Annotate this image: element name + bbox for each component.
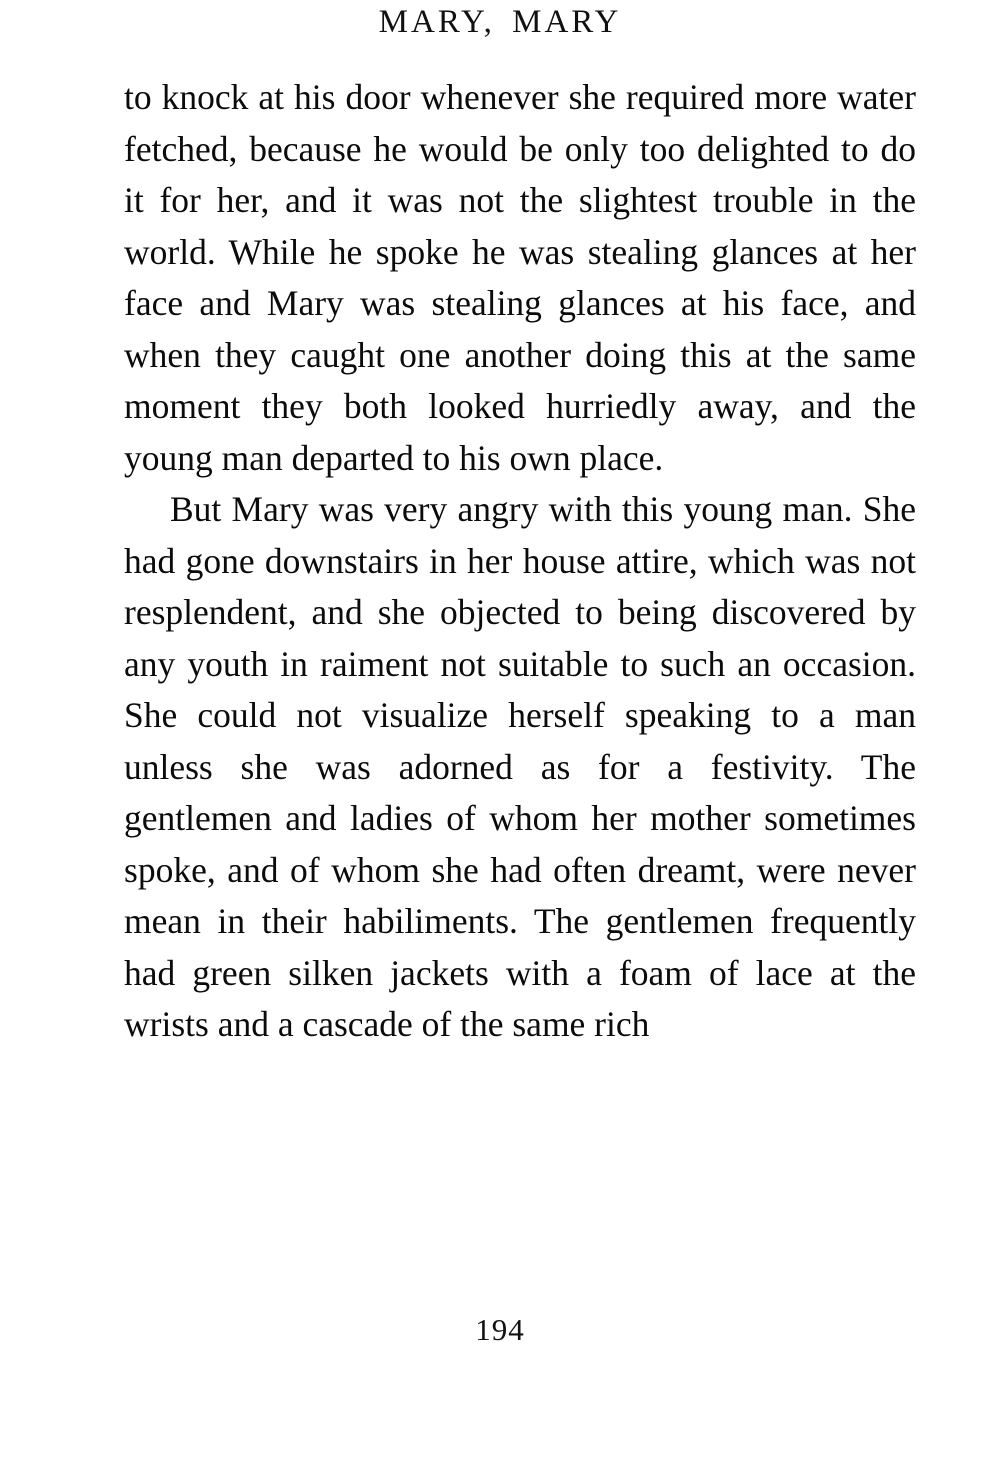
paragraph: But Mary was very angry with this young man. She had gone downstairs in her house attire, which was not resplendent, and she objected to being discovered by any youth in raiment not suitable to such an occasion. She could not visualize herself speaking to a man unless she was adorned as for a festivity. The gentlemen and ladies of whom her mother sometimes spoke, and of whom she had often dreamt, were never mean in their habiliments. The gentlemen frequently had green silken jackets with a foam of lace at the wrists and a cascade of the same rich [124, 489, 916, 1044]
page-number: 194 [475, 1312, 525, 1347]
running-head: MARY, MARY [378, 4, 622, 40]
paragraph: to knock at his door whenever she required more water fetched, because he would be only too delighted to do it for her, and it was not the slightest trouble in the world. While he spoke he was stealing glances at her face and Mary was stealing glances at his face, and when they caught one another doing this at the same moment they both looked hurriedly away, and the young man departed to his own place. [124, 77, 916, 478]
body-text-column [124, 72, 916, 1051]
